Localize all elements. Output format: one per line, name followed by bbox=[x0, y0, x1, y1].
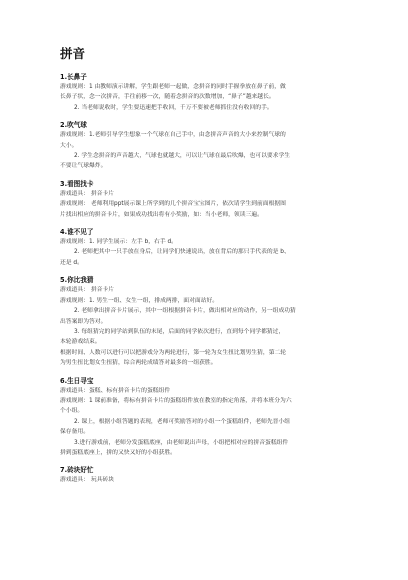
section-text-line: 保存备用。 bbox=[60, 429, 89, 436]
section-text-line: 3.进行游戏前，老师分发蛋糕底座，由老师说出声母，小组把相对应的拼音蛋糕组件 bbox=[74, 439, 289, 446]
game-section bbox=[60, 227, 360, 268]
section-text-line: 游戏规则：1 由教师演示讲解，学生跟老师一起做，念拼音的同时手握拳放在鼻子前，做 bbox=[60, 84, 286, 90]
section-text-line: 本轮游戏结束。 bbox=[60, 339, 101, 346]
section-title: 4.谁不见了 bbox=[60, 228, 94, 237]
game-section bbox=[60, 376, 360, 459]
section-text-line: 2. 学生念拼音的声音越大，气球也就越大，可以让气球在最后吹爆，也可以要求学生 bbox=[74, 153, 291, 160]
game-section bbox=[60, 465, 360, 485]
section-text-line: 2. 老师拿出拼音卡片展示，其中一组根据拼音卡片，做出相对应的动作，另一组成功猜 bbox=[74, 308, 296, 315]
section-text-line: 游戏道具： 拼音卡片 bbox=[60, 190, 115, 197]
section-text-line: 游戏规则：1. 同学生展示：左手 b，右手 d。 bbox=[60, 239, 177, 246]
section-text-line: 2. 老师把其中一只手放在身后，让同学们快速说出，放在背后的那只手代表的是 b、 bbox=[74, 249, 290, 256]
section-text-line: 游戏道具： 玩具砖块 bbox=[60, 477, 115, 484]
game-section bbox=[60, 72, 360, 113]
section-text-line: 游戏规则：1.老师引导学生想象一个气球在自己手中，由念拼音声音的大小来控制气球的 bbox=[60, 132, 286, 139]
section-title: 7.砖块好忙 bbox=[60, 466, 94, 475]
section-text-line: 游戏规则： 老师利用ppt展示课上所学到的几个拼音宝宝图片，依次请学生到前面根据图 bbox=[60, 201, 286, 208]
section-text-line: 2. 当老师说收时，学生要迅速把手收回，千万不要被老师抓住没有收回的手。 bbox=[74, 104, 273, 111]
section-text-line: 片找出相应的拼音卡片，如果成功找出将有小奖励，如：当小老师，领读三遍。 bbox=[60, 211, 263, 218]
section-text-line: 游戏规则：1 课前准备，将标有拼音卡片的蛋糕组件放在教室的指定角落，并将本班分为六 bbox=[60, 397, 292, 404]
game-section bbox=[60, 275, 360, 368]
section-text-line: 大小。 bbox=[60, 142, 78, 149]
section-text-line: 游戏规则：1. 男生一组、女生一组，排成两排，面对面站好。 bbox=[60, 297, 219, 304]
section-title: 5.你比我猜 bbox=[60, 276, 94, 285]
section-title: 1.长鼻子 bbox=[60, 73, 87, 81]
page-title: 拼音 bbox=[60, 46, 86, 61]
section-text-line: 长鼻子状，念一次拼音，手往前移一次，随着念拼音的次数增加，“鼻子”越来越长。 bbox=[60, 94, 275, 101]
section-text-line: 拼到蛋糕底座上，拼的又快又好的小组获胜。 bbox=[60, 449, 176, 456]
section-text-line: 根据时间、人数可以进行可以把游戏分为两轮进行，第一轮为女生扭比划男生猜，第二轮 bbox=[60, 349, 287, 356]
section-text-line: 不要让气球爆炸。 bbox=[60, 163, 107, 170]
section-title: 2.吹气球 bbox=[60, 121, 87, 130]
game-section bbox=[60, 120, 360, 172]
section-text-line: 出答案即为答对。 bbox=[60, 318, 107, 325]
section-title: 6.生日寻宝 bbox=[60, 376, 94, 385]
section-text-line: 2. 课上，根据小组答题的表现，老师可奖励答对的小组一个蛋糕组件，老师先晋小组 bbox=[74, 418, 291, 425]
section-title: 3.看图找卡 bbox=[60, 179, 94, 188]
section-text-line: 游戏道具： 拼音卡片 bbox=[60, 287, 115, 294]
section-text-line: 游戏道具：蛋糕、标有拼音卡片的蛋糕组件 bbox=[60, 387, 171, 394]
section-text-line: 为男生扭比划女生扭猜，综合两轮成绩答对最多的一组获胜。 bbox=[60, 360, 217, 367]
sections-container bbox=[60, 72, 360, 486]
section-text-line: 还是 d。 bbox=[60, 259, 83, 266]
section-text-line: 3. 每组猜完的同学站到队伍的末尾，后面的同学依次进行，直到每个同学都猜过， bbox=[74, 328, 285, 335]
section-text-line: 个小组。 bbox=[60, 408, 84, 415]
game-section bbox=[60, 179, 360, 220]
